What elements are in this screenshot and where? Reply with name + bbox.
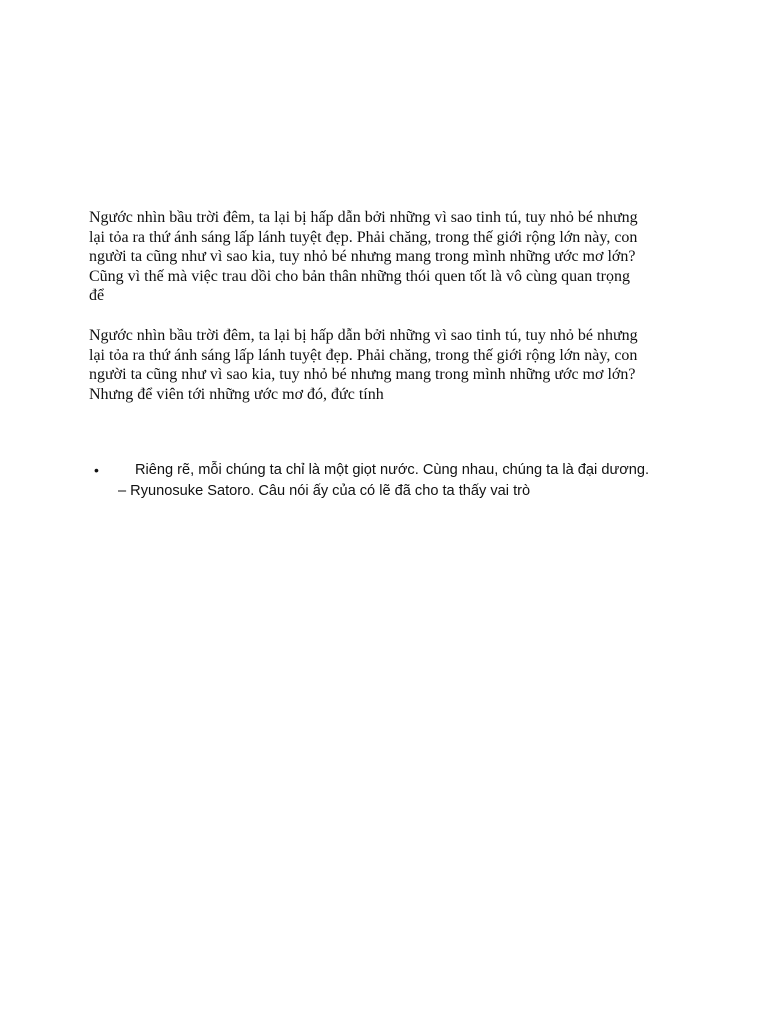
paragraph-line: Ngước nhìn bầu trời đêm, ta lại bị hấp dẫn bởi những vì sao tinh tú, tuy nhỏ bé nhưng [89, 327, 638, 344]
paragraph-line: Cũng vì thế mà việc trau dồi cho bản thân những thói quen tốt là vô cùng quan trọng [89, 267, 631, 285]
paragraph-line: để [89, 287, 105, 305]
paragraph-line: lại tỏa ra thứ ánh sáng lấp lánh tuyệt đẹp. Phải chăng, trong thế giới rộng lớn này, con [89, 228, 638, 246]
paragraph-line: Ngước nhìn bầu trời đêm, ta lại bị hấp dẫn bởi những vì sao tinh tú, tuy nhỏ bé nhưng [89, 209, 638, 226]
bullet-marker: • [94, 462, 99, 478]
paragraph-line: người ta cũng như vì sao kia, tuy nhỏ bé nhưng mang trong mình những ước mơ lớn? [89, 366, 636, 384]
paragraph-1 [89, 208, 689, 306]
paragraph-2 [89, 326, 689, 404]
paragraph-line: lại tỏa ra thứ ánh sáng lấp lánh tuyệt đẹp. Phải chăng, trong thế giới rộng lớn này, con [89, 346, 638, 364]
bullet-text-line: Riêng rẽ, mỗi chúng ta chỉ là một giọt nước. Cùng nhau, chúng ta là đại dương. [135, 462, 650, 478]
bullet-text-line: – Ryunosuke Satoro. Câu nói ấy của có lẽ đã cho ta thấy vai trò [118, 483, 531, 499]
paragraph-line: người ta cũng như vì sao kia, tuy nhỏ bé nhưng mang trong mình những ước mơ lớn? [89, 248, 636, 266]
paragraph-line: Nhưng để viên tới những ước mơ đó, đức tính [89, 385, 384, 403]
